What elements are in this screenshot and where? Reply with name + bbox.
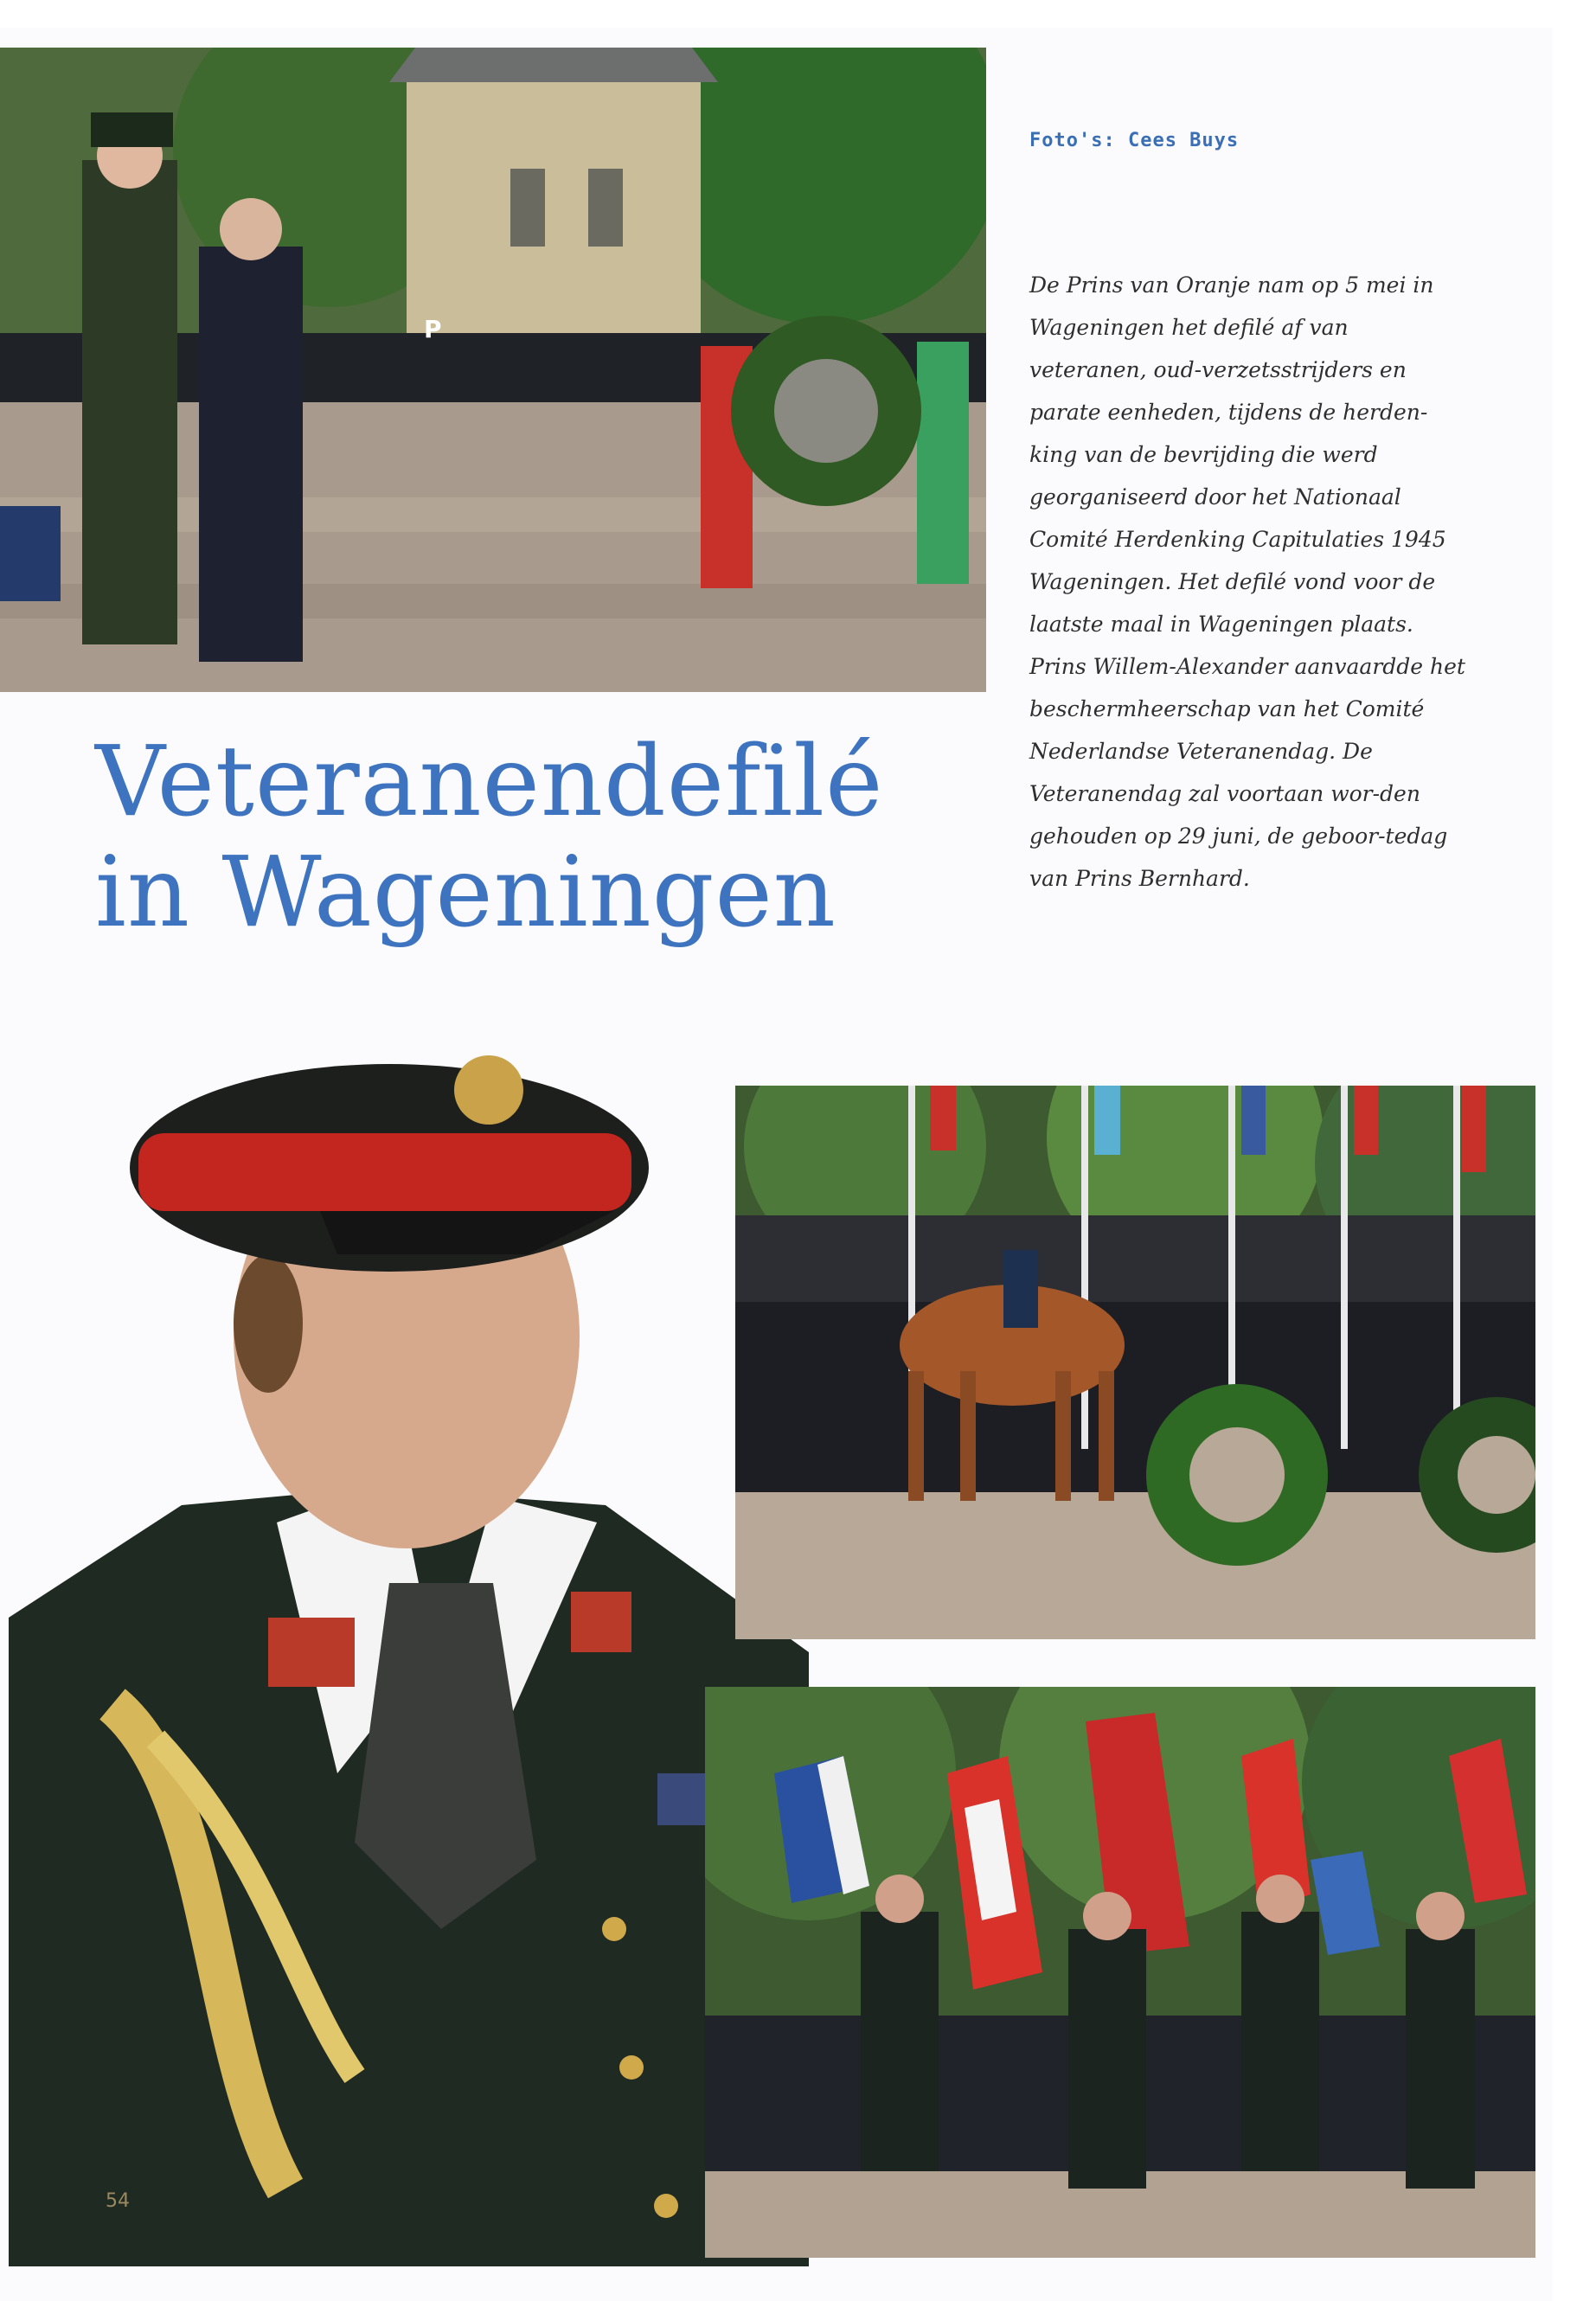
title-line-1: Veteranendefilé xyxy=(95,726,884,838)
photo-parade-flags xyxy=(705,1687,1535,2258)
intro-text xyxy=(1029,264,1471,900)
page-number: 54 xyxy=(106,2190,130,2212)
article-title xyxy=(95,727,977,948)
photo-horse-wreaths xyxy=(735,1086,1535,1639)
intro-paragraph-2: Prins Willem-Alexander aanvaardde het beschermheerschap van het Comité Nederlandse Veteranendag. De Veteranendag zal voortaan wor-den gehouden op 29 juni, de geboor-tedag van Prins Bernhard. xyxy=(1029,654,1465,891)
right-margin xyxy=(1553,0,1596,2301)
parking-sign: P xyxy=(424,315,442,343)
top-margin xyxy=(0,0,1596,28)
intro-paragraph-1: De Prins van Oranje nam op 5 mei in Wageningen het defilé af van veteranen, oud-verzetsstrijders en parate eenheden, tijdens de herden-king van de bevrijding die werd georganiseerd door het Nationaal Comité Herdenking Capitulaties 1945 Wageningen. Het defilé vond voor de laatste maal in Wageningen plaats. xyxy=(1029,272,1446,637)
photo-officer-portrait xyxy=(9,995,809,2266)
title-line-2: in Wageningen xyxy=(95,836,836,949)
photo-credit: Foto's: Cees Buys xyxy=(1029,130,1240,151)
photo-salute-ceremony xyxy=(0,48,986,692)
